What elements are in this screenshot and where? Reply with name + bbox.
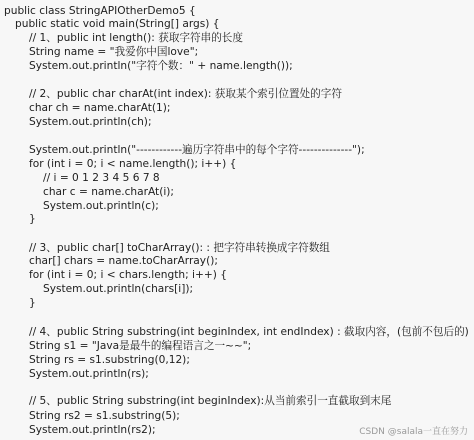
code-line: for (int i = 0; i < name.length(); i++) { xyxy=(29,158,237,170)
code-line: String name = "我爱你中国love"; xyxy=(29,46,199,58)
code-comment: // 4、public String substring(int beginIndex, int endIndex) : 截取内容，(包前不包后的) xyxy=(29,326,469,338)
code-line: String s1 = "Java是最牛的编程语言之一~~"; xyxy=(29,340,252,352)
code-line: System.out.println(rs); xyxy=(29,368,149,380)
code-line: public static void main(String[] args) { xyxy=(15,18,220,30)
code-line: char ch = name.charAt(1); xyxy=(29,102,171,114)
code-comment: // 3、public char[] toCharArray(): : 把字符串转换成字符数组 xyxy=(29,242,330,254)
code-line: String rs2 = s1.substring(5); xyxy=(29,410,180,422)
code-line: System.out.println(rs2); xyxy=(29,424,156,436)
code-comment: // 2、public char charAt(int index): 获取某个索引位置处的字符 xyxy=(29,88,342,100)
code-line: System.out.println("------------遍历字符串中的每个字符--------------"); xyxy=(29,144,365,156)
code-line: System.out.println(chars[i]); xyxy=(43,283,194,295)
code-line: public class StringAPIOtherDemo5 { xyxy=(4,5,196,17)
code-line: for (int i = 0; i < chars.length; i++) { xyxy=(29,269,227,281)
code-line: char c = name.charAt(i); xyxy=(43,186,174,198)
code-line: System.out.println(ch); xyxy=(29,116,152,128)
code-line: System.out.println("字符个数：" + name.length()); xyxy=(29,60,293,72)
code-line: System.out.println(c); xyxy=(43,200,159,212)
watermark: CSDN @salala一直在努力 xyxy=(359,427,468,437)
code-line: } xyxy=(29,297,36,309)
code-comment: // 5、public String substring(int beginIndex):从当前索引一直截取到末尾 xyxy=(29,395,392,407)
code-comment: // i = 0 1 2 3 4 5 6 7 8 xyxy=(43,172,160,184)
code-line: String rs = s1.substring(0,12); xyxy=(29,354,190,366)
code-comment: // 1、public int length(): 获取字符串的长度 xyxy=(29,32,243,44)
code-line: } xyxy=(29,213,36,225)
code-line: char[] chars = name.toCharArray(); xyxy=(29,255,218,267)
